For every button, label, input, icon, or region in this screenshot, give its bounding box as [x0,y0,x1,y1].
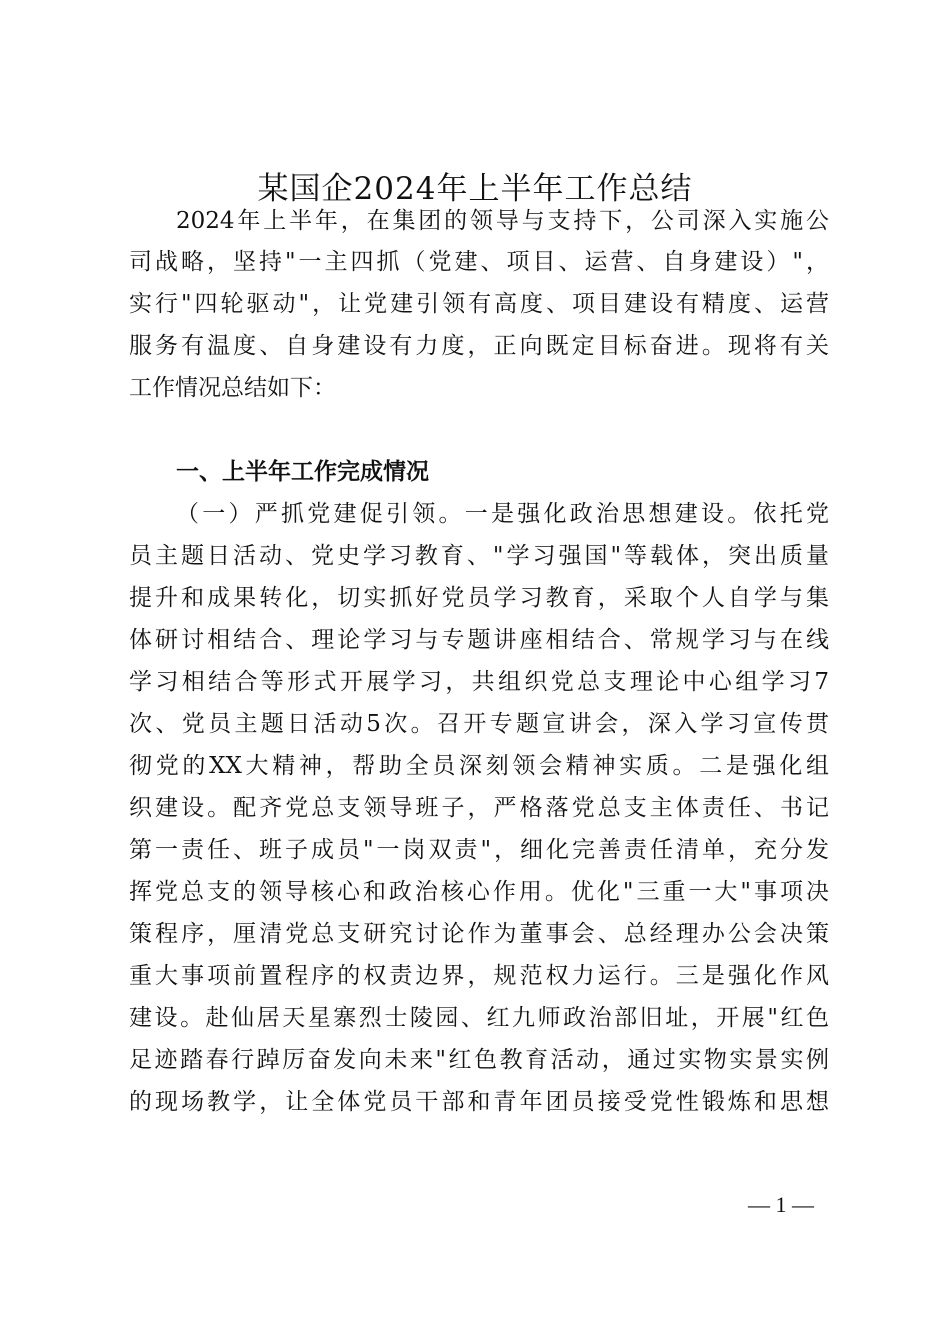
document-title: 某国企2024年上半年工作总结 [257,171,693,207]
paragraph-line: 体研讨相结合、理论学习与专题讲座相结合、常规学习与在线 [129,627,829,653]
paragraph-line: 第一责任、班子成员"一岗双责"，细化完善责任清单，充分发 [129,837,829,863]
paragraph-line: 策程序，厘清党总支研究讨论作为董事会、总经理办公会决策 [129,921,829,947]
paragraph-line: 次、党员主题日活动5次。召开专题宣讲会，深入学习宣传贯 [129,711,829,737]
paragraph-line: 服务有温度、自身建设有力度，正向既定目标奋进。现将有关 [129,333,829,359]
paragraph-line: 建设。赴仙居天星寨烈士陵园、红九师政治部旧址，开展"红色 [129,1005,829,1031]
paragraph-line: 工作情况总结如下： [129,375,336,401]
paragraph-line: 司战略，坚持"一主四抓（党建、项目、运营、自身建设）"， [129,249,829,275]
paragraph-line: 足迹踏春行踔厉奋发向未来"红色教育活动，通过实物实景实例 [129,1047,829,1073]
page-number: — 1 — [748,1192,814,1217]
paragraph-line: 2024年上半年，在集团的领导与支持下，公司深入实施公 [176,208,829,234]
paragraph-line: 学习相结合等形式开展学习，共组织党总支理论中心组学习7 [129,669,829,695]
paragraph-line: 员主题日活动、党史学习教育、"学习强国"等载体，突出质量 [129,543,829,569]
paragraph-line: 挥党总支的领导核心和政治核心作用。优化"三重一大"事项决 [129,879,829,905]
paragraph-line: 提升和成果转化，切实抓好党员学习教育，采取个人自学与集 [129,585,829,611]
paragraph-line: 的现场教学，让全体党员干部和青年团员接受党性锻炼和思想 [129,1089,829,1115]
paragraph-line: 重大事项前置程序的权责边界，规范权力运行。三是强化作风 [129,963,829,989]
section-heading: 一、上半年工作完成情况 [176,459,429,485]
paragraph-line: 实行"四轮驱动"，让党建引领有高度、项目建设有精度、运营 [129,291,829,317]
paragraph-line: 彻党的XX大精神，帮助全员深刻领会精神实质。二是强化组 [129,753,829,779]
paragraph-line: （一）严抓党建促引领。一是强化政治思想建设。依托党 [176,501,829,527]
paragraph-line: 织建设。配齐党总支领导班子，严格落党总支主体责任、书记 [129,795,829,821]
